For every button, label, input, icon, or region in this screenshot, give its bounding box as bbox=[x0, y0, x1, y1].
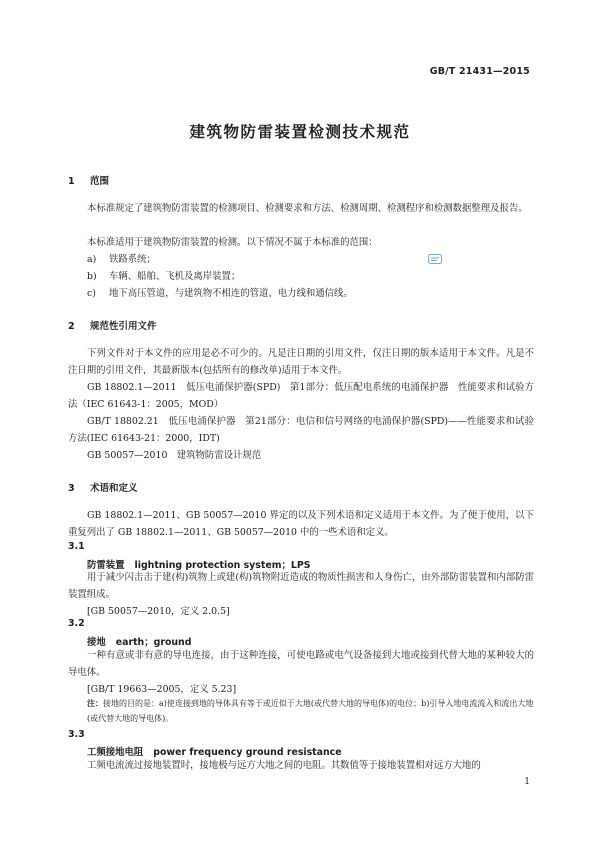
reference-gb18802-1: GB 18802.1—2011 低压电涌保护器(SPD) 第1部分：低压配电系统的电涌保护器 性能要求和试验方法（IEC 61643-1：2005，MOD） bbox=[68, 382, 534, 410]
section-2-heading bbox=[68, 318, 157, 332]
term-note bbox=[87, 696, 534, 726]
list-marker: c) bbox=[87, 288, 96, 299]
list-text: 车辆、船舶、飞机及离岸装置； bbox=[109, 271, 241, 282]
term-heading bbox=[87, 744, 342, 758]
term-en: power frequency ground resistance bbox=[153, 747, 342, 758]
section-number: 3 bbox=[68, 483, 75, 494]
list-text: 铁路系统； bbox=[109, 254, 156, 265]
list-marker: a) bbox=[87, 254, 97, 265]
note-text: 接地的目的是：a)使连接到地的导体具有等于或近似于大地(或代替大地的导电体)的电位；b)引导入地电流流入和流出大地(或代替大地的导电体)。 bbox=[87, 699, 534, 723]
term-zh: 防雷装置 bbox=[87, 560, 125, 571]
section-number: 1 bbox=[68, 176, 75, 187]
list-item bbox=[87, 285, 353, 302]
list-marker: b) bbox=[87, 271, 97, 282]
term-source: [GB 50057—2010，定义 2.0.5] bbox=[87, 606, 230, 617]
list-item bbox=[87, 268, 240, 285]
section-number: 2 bbox=[68, 321, 75, 332]
term-zh: 工频接地电阻 bbox=[87, 747, 144, 758]
section-title: 范围 bbox=[90, 176, 110, 187]
term-definition: 工频电流流过接地装置时，接地极与远方大地之间的电阻。其数值等于接地装置相对远方大地的 bbox=[87, 760, 481, 771]
list-item bbox=[87, 251, 156, 268]
section-title: 术语和定义 bbox=[90, 483, 138, 494]
term-zh: 接地 bbox=[87, 637, 106, 648]
page-number: 1 bbox=[524, 777, 530, 787]
section-1-heading bbox=[68, 173, 109, 187]
scope-paragraph-2: 本标准适用于建筑物防雷装置的检测。以下情况不属于本标准的范围： bbox=[87, 237, 378, 248]
terms-intro: GB 18802.1—2011、GB 50057—2010 界定的以及下列术语和定义适用于本文件。为了便于使用，以下重复列出了 GB 18802.1—2011、GB 50057—2010 中的一些术语和定义。 bbox=[68, 510, 534, 538]
document-title: 建筑物防雷装置检测技术规范 bbox=[189, 123, 411, 141]
reference-gb18802-21: GB/T 18802.21 低压电涌保护器 第21部分：电信和信号网络的电涌保护器(SPD)——性能要求和试验方法(IEC 61643-21：2000，IDT) bbox=[68, 416, 534, 444]
reference-gb50057: GB 50057—2010 建筑物防雷设计规范 bbox=[87, 450, 262, 461]
scope-paragraph-1: 本标准规定了建筑物防雷装置的检测项目、检测要求和方法、检测周期、检测程序和检测数据整理及报告。 bbox=[87, 203, 528, 214]
clause-number: 3.3 bbox=[68, 729, 85, 740]
clause-number: 3.1 bbox=[68, 541, 85, 552]
standard-code: GB/T 21431—2015 bbox=[429, 66, 530, 77]
clause-number: 3.2 bbox=[68, 618, 85, 629]
term-en: earth；ground bbox=[115, 637, 192, 648]
list-text: 地下高压管道，与建筑物不相连的管道、电力线和通信线。 bbox=[109, 288, 353, 299]
section-title: 规范性引用文件 bbox=[90, 321, 157, 332]
watermark-mark-icon bbox=[428, 254, 442, 264]
term-source: [GB/T 19663—2005，定义 5.23] bbox=[87, 684, 237, 695]
term-en: lightning protection system；LPS bbox=[134, 560, 311, 571]
term-definition: 一种有意或非有意的导电连接，由于这种连接，可使电路或电气设备接到大地或接到代替大地的某种较大的导电体。 bbox=[68, 650, 534, 678]
references-intro: 下列文件对于本文件的应用是必不可少的。凡是注日期的引用文件，仅注日期的版本适用于本文件。凡是不注日期的引用文件，其最新版本(包括所有的修改单)适用于本文件。 bbox=[68, 348, 534, 376]
note-label: 注： bbox=[87, 699, 103, 708]
section-3-heading bbox=[68, 480, 138, 494]
term-definition: 用于减少闪击击于建(构)筑物上或建(构)筑物附近造成的物质性损害和人身伤亡，由外部防雷装置和内部防雷装置组成。 bbox=[68, 572, 534, 600]
term-heading bbox=[87, 634, 191, 648]
